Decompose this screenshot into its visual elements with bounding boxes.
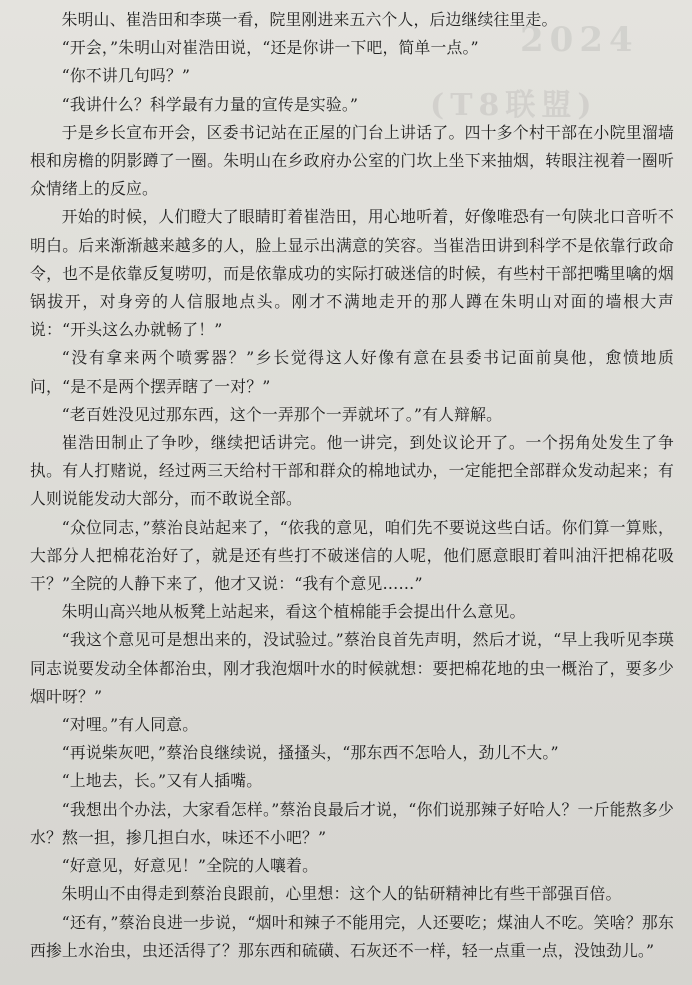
paragraph: “你不讲几句吗？” — [61, 66, 191, 86]
paragraph: 朱明山不由得走到蔡治良跟前，心里想：这个人的钻研精神比有些干部强百倍。 — [61, 884, 622, 904]
paragraph: “再说柴灰吧，”蔡治良继续说，搔搔头，“那东西不怎哈人，劲儿不大。” — [61, 743, 559, 763]
bleed-through-title: (T8联盟) — [430, 88, 598, 123]
paragraph: “好意见，好意见！”全院的人嚷着。 — [61, 856, 319, 876]
paragraph: “我讲什么？科学最有力量的宣传是实验。” — [61, 94, 359, 114]
bleed-through-year: 2024 — [520, 20, 639, 60]
paragraph: “还有，”蔡治良进一步说，“烟叶和辣子不能用完，人还要吃；煤油人不吃。笑啥？那东西掺上水治虫，虫还活得了？那东西和硫磺、石灰还不一样，轻一点重一点，没蚀劲儿。” — [30, 912, 674, 960]
paragraph: “没有拿来两个喷雾器？”乡长觉得这人好像有意在县委书记面前臭他，愈愤地质问，“是不是两个摆弄瞎了一对？” — [30, 348, 674, 396]
paragraph: 开始的时候，人们瞪大了眼睛盯着崔浩田，用心地听着，好像唯恐有一句陕北口音听不明白。后来渐渐越来越多的人，脸上显示出满意的笑容。当崔浩田讲到科学不是依靠行政命令，也不是依靠反复唠叨，而是依靠成功的实际打破迷信的时候，有些村干部把嘴里噙的烟锅拔开，对身旁的人信服地点头。刚才不满地走开的那人蹲在朱明山对面的墙根大声说：“开头这么办就畅了！” — [30, 207, 674, 340]
paragraph: “我这个意见可是想出来的，没试验过。”蔡治良首先声明，然后才说，“早上我听见李瑛同志说要发动全体都治虫，刚才我泡烟叶水的时候就想：要把棉花地的虫一概治了，要多少烟叶呀？” — [30, 630, 674, 706]
paragraph: “老百姓没见过那东西，这个一弄那个一弄就坏了。”有人辩解。 — [61, 404, 503, 424]
paragraph: “众位同志，”蔡治良站起来了，“依我的意见，咱们先不要说这些白话。你们算一算账，大部分人把棉花治好了，就是还有些打不破迷信的人呢，他们愿意眼盯着叫油汗把棉花吸干？”全院的人静下来了，他才又说：“我有个意见……” — [30, 517, 674, 594]
paragraph: “我想出个办法，大家看怎样。”蔡治良最后才说，“你们说那辣子好哈人？一斤能熬多少水？熬一担，掺几担白水，味还不小吧？” — [30, 799, 674, 847]
paragraph: 朱明山、崔浩田和李瑛一看，院里刚进来五六个人，后边继续往里走。 — [61, 10, 558, 29]
paragraph: 于是乡长宣布开会，区委书记站在正屋的门台上讲话了。四十多个村干部在小院里溜墙根和房檐的阴影蹲了一圈。朱明山在乡政府办公室的门坎上坐下来抽烟，转眼注视着一圈听众情绪上的反应。 — [30, 122, 674, 199]
paragraph: 崔浩田制止了争吵，继续把话讲完。他一讲完，到处议论开了。一个拐角处发生了争执。有人打赌说，经过两三天给村干部和群众的棉地试办，一定能把全部群众发动起来；有人则说能发动大部分，而不敢说全部。 — [30, 433, 674, 509]
paragraph: “对哩。”有人同意。 — [61, 715, 199, 735]
body-text — [30, 6, 674, 965]
paragraph: “上地去，长。”又有人插嘴。 — [61, 771, 263, 791]
paragraph: 朱明山高兴地从板凳上站起来，看这个植棉能手会提出什么意见。 — [61, 602, 526, 622]
paragraph: “开会，”朱明山对崔浩田说，“还是你讲一下吧，简单一点。” — [61, 38, 479, 58]
